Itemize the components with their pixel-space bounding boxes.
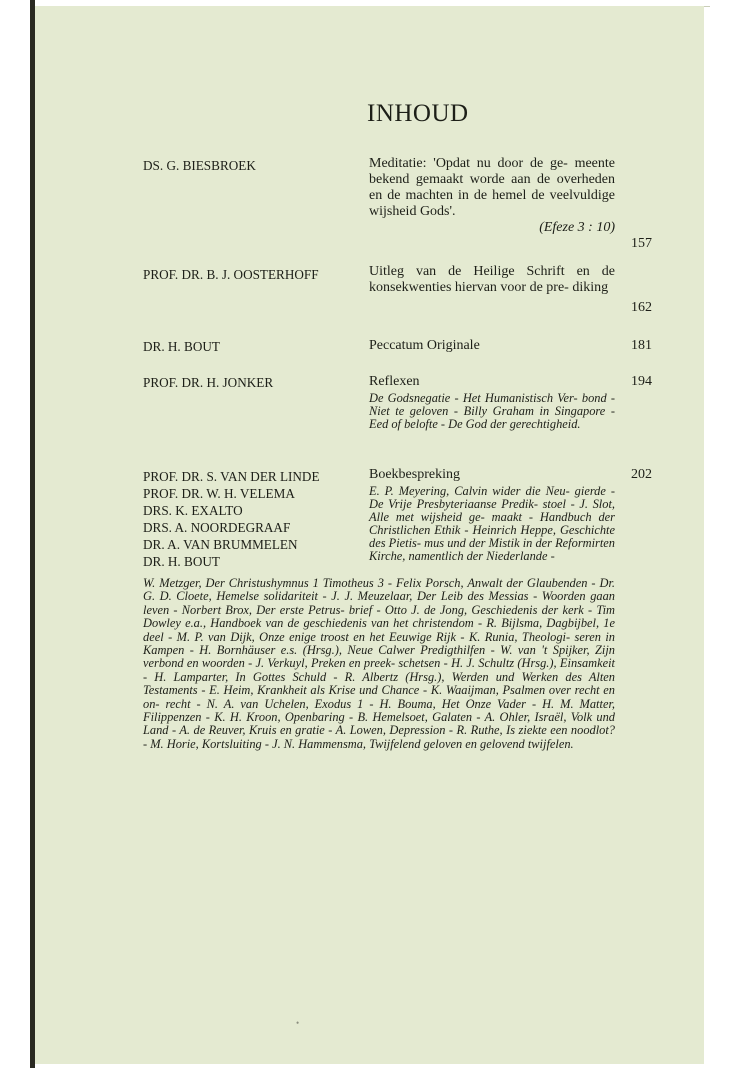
entry-authors bbox=[143, 468, 320, 570]
entry-page-number: 181 bbox=[631, 338, 652, 353]
scan-speck: • bbox=[296, 1018, 300, 1028]
entry-continuation: W. Metzger, Der Christushymnus 1 Timotheus 3 - Felix Porsch, Anwalt der Glaubenden - Dr. G. D. Cloete, Hemelse solidariteit - J. J. Meuzelaar, Der Leib des Messias - Woorden gaan leven - Norbert Brox, Der erste Petrus- brief - Otto J. de Jong, Geschiedenis der kerk - Tim Dowley e.a., Handboek van de geschiedenis van het christendom - R. Bijlsma, Dagbijbel, 1e deel - M. P. van Dijk, Onze enige troost en het Eeuwige Rijk - K. Runia, Theologi- seren in Kampen - H. Bornhäuser e.s. (Hrsg.), Neue Calwer Predigthilfen - W. van 't Spijker, Zijn verbond en woorden - J. Verkuyl, Preken en preek- schetsen - H. J. Schultz (Hrsg.), Einsamkeit - H. Lamparter, In Gottes Schuld - R. Albertz (Hrsg.), Werden und Werken des Alten Testaments - E. Heim, Krankheit als Krise und Chance - K. Waaijman, Psalmen over recht en on- recht - N. A. van Uchelen, Exodus 1 - H. Bouma, Het Onze Vader - H. M. Matter, Filippenzen - K. H. Kroon, Openbaring - B. Hemelsoet, Galaten - A. Ohler, Israël, Volk und Land - A. de Reuver, Kruis en gratie - A. Lowen, Depression - R. Ruthe, Is ziekte een noodlot? - M. Horie, Kortsluiting - J. N. Hammensma, Twijfelend geloven en gelovend twijfelen. bbox=[143, 576, 615, 751]
entry-author: PROF. DR. B. J. OOSTERHOFF bbox=[143, 267, 319, 282]
entry-subtitle: De Godsnegatie - Het Humanistisch Ver- bond - Niet te geloven - Billy Graham in Singapore - Eed of belofte - De God der gerechtigheid. bbox=[369, 391, 615, 431]
entry-author: DR. H. BOUT bbox=[143, 554, 220, 569]
entry-author: DRS. A. NOORDEGRAAF bbox=[143, 520, 291, 535]
entry-author: PROF. DR. S. VAN DER LINDE bbox=[143, 469, 320, 484]
entry-page-number: 202 bbox=[631, 467, 652, 482]
entry-author: DR. A. VAN BRUMMELEN bbox=[143, 537, 298, 552]
entry-author: PROF. DR. H. JONKER bbox=[143, 375, 274, 390]
entry-title: Peccatum Originale bbox=[369, 338, 480, 353]
entry-author: DS. G. BIESBROEK bbox=[143, 158, 256, 173]
page-title: INHOUD bbox=[367, 100, 469, 127]
entry-reference: (Efeze 3 : 10) bbox=[539, 220, 615, 235]
page-binding-edge bbox=[30, 0, 35, 1068]
entry-title bbox=[369, 156, 615, 236]
entry-author: DR. H. BOUT bbox=[143, 339, 220, 354]
entry-subtitle: E. P. Meyering, Calvin wider die Neu- gierde - De Vrije Presbyteriaanse Predik- stoel - J. Slot, Alle met wijsheid ge- maakt - Handbuch der Christlichen Ethik - Heinrich Heppe, Geschichte des Pietis- mus und der Mistik in der Reformirten Kirche, namentlich der Niederlande - bbox=[369, 484, 615, 563]
entry-title: Reflexen bbox=[369, 374, 420, 389]
entry-page-number: 157 bbox=[631, 236, 652, 251]
entry-title: Uitleg van de Heilige Schrift en de konsekwenties hiervan voor de pre- diking bbox=[369, 264, 615, 295]
entry-author: PROF. DR. W. H. VELEMA bbox=[143, 486, 295, 501]
entry-title: Boekbespreking bbox=[369, 467, 460, 482]
entry-author: DRS. K. EXALTO bbox=[143, 503, 243, 518]
entry-page-number: 162 bbox=[631, 300, 652, 315]
entry-title-text: Meditatie: 'Opdat nu door de ge- meente bekend gemaakt worde aan de overheden en de machten in de hemel de veelvuldige wijsheid Gods'. bbox=[369, 156, 615, 219]
entry-page-number: 194 bbox=[631, 374, 652, 389]
